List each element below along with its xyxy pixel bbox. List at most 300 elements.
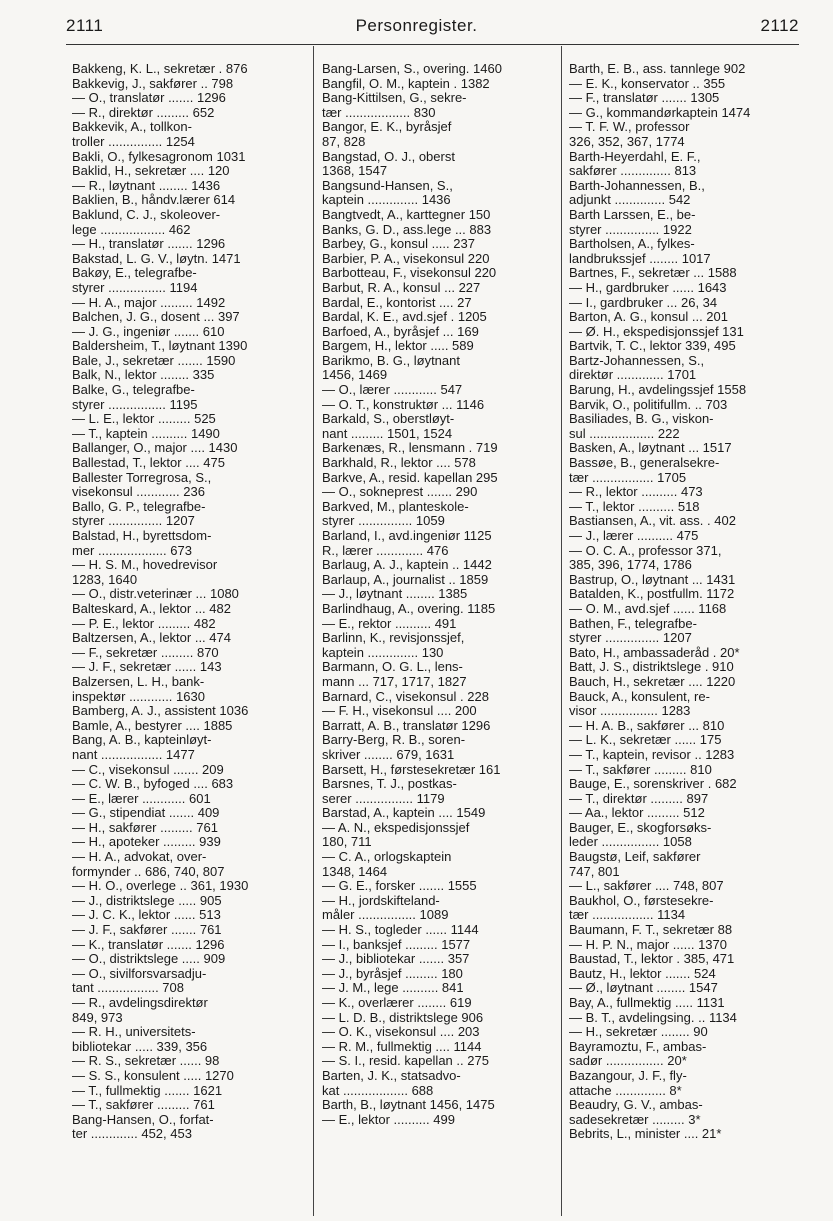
register-entry [569,879,799,894]
entry-line: — H., sekretær ........ 90 [569,1025,708,1040]
register-entry [322,281,552,296]
entry-line: 1283, 1640 [72,572,138,587]
entry-line: sakfører .............. 813 [569,164,697,179]
entry-line: Bakøy, E., telegrafbe- [72,266,197,281]
entry-line: — I., banksjef ......... 1577 [322,937,471,952]
entry-line: — G. E., forsker ....... 1555 [322,879,477,894]
entry-line: — J. C. K., lektor ...... 513 [72,908,221,923]
register-entry [72,164,302,179]
entry-line: — J., løytnant ........ 1385 [322,587,468,602]
entry-line: — J. G., ingeniør ....... 610 [72,324,225,339]
register-entry [72,500,302,529]
entry-line: Batt, J. S., distriktslege . 910 [569,660,734,675]
register-entry [569,179,799,208]
entry-line: Bale, J., sekretær ....... 1590 [72,353,236,368]
entry-line: sadesekretær ......... 3* [569,1112,701,1127]
register-entry [72,296,302,311]
register-entry [569,587,799,602]
entry-line: Barsett, H., førstesekretær 161 [322,762,501,777]
entry-line: — T., sakfører ......... 761 [72,1098,215,1113]
entry-line: Bamle, A., bestyrer .... 1885 [72,718,233,733]
entry-line: Barten, J. K., statsadvo- [322,1068,461,1083]
entry-line: Banks, G. D., ass.lege ... 883 [322,222,492,237]
register-entry [569,719,799,734]
entry-line: Baklund, C. J., skoleover- [72,207,221,222]
register-entry [72,835,302,850]
entry-line: — B. T., avdelingsing. .. 1134 [569,1010,737,1025]
register-entry [569,529,799,544]
register-entry [569,806,799,821]
register-entry [72,938,302,953]
entry-line: Ballester Torregrosa, S., [72,470,212,485]
register-entry [72,383,302,412]
entry-line: — H., sakfører ......... 761 [72,820,218,835]
entry-line: inspektør ............ 1630 [72,689,205,704]
entry-line: Barikmo, B. G., løytnant [322,353,460,368]
register-entry [569,938,799,953]
register-entry [322,821,552,850]
register-entry [72,617,302,632]
entry-line: 385, 396, 1774, 1786 [569,558,692,573]
column-divider [313,46,314,1216]
entry-line: Barkenæs, R., lensmann . 719 [322,441,498,456]
entry-line: Basken, A., løytnant ... 1517 [569,441,732,456]
register-entry [322,1113,552,1128]
entry-line: Barkve, A., resid. kapellan 295 [322,470,498,485]
register-entry [569,850,799,879]
register-entry [569,1011,799,1026]
entry-line: Bay, A., fullmektig ..... 1131 [569,996,725,1010]
register-entry [72,456,302,471]
register-entry [569,646,799,661]
register-entry [72,923,302,938]
register-entry [569,412,799,441]
entry-line: Bang-Kittilsen, G., sekre- [322,91,467,106]
register-entry [322,777,552,806]
entry-line: — C., visekonsul ....... 209 [72,762,224,777]
register-entry [322,617,552,632]
entry-line: Balstad, H., byrettsdom- [72,529,212,543]
register-entry [322,690,552,705]
register-entry [569,777,799,792]
register-entry [569,617,799,646]
entry-line: Bayramoztu, F., ambas- [569,1039,707,1054]
register-entry [569,441,799,456]
register-entry [569,266,799,281]
register-entry [72,252,302,267]
entry-line: Bang-Hansen, O., forfat- [72,1112,214,1127]
entry-line: Bakstad, L. G. V., løytn. 1471 [72,251,241,266]
register-entry [322,120,552,149]
entry-line: Bathen, F., telegrafbe- [569,616,697,631]
entry-line: Bassøe, B., generalsekre- [569,456,720,471]
register-entry [322,62,552,77]
entry-line: Bamberg, A. J., assistent 1036 [72,704,249,719]
register-entry [569,952,799,967]
entry-line: Barkald, S., oberstløyt- [322,412,455,427]
entry-line: tær ................. 1705 [569,470,687,485]
register-entry [569,573,799,588]
entry-line: styrer ............... 1922 [569,222,692,237]
entry-line: Bangsund-Hansen, S., [322,178,453,193]
entry-line: — F., sekretær ......... 870 [72,645,219,660]
entry-line: Bang-Larsen, S., overing. 1460 [322,62,502,76]
entry-line: formynder .. 686, 740, 807 [72,864,225,879]
entry-line: direktør ............. 1701 [569,368,697,383]
register-entry [72,208,302,237]
register-entry [569,310,799,325]
register-entry [322,1098,552,1113]
register-entry [322,879,552,894]
entry-line: styrer ............... 1207 [569,631,692,646]
entry-line: styrer ............... 1059 [322,514,445,529]
register-entry [72,908,302,923]
entry-line: Balchen, J. G., dosent ... 397 [72,310,240,325]
entry-line: leder ................ 1058 [569,835,692,850]
entry-line: — T., direktør ......... 897 [569,791,709,806]
entry-line: Barland, I., avd.ingeniør 1125 [322,529,492,543]
register-entry [322,631,552,660]
entry-line: 849, 973 [72,1010,123,1025]
entry-line: — F., translatør ....... 1305 [569,91,720,106]
entry-line: Bato, H., ambassaderåd . 20* [569,645,740,660]
entry-line: Barth-Heyerdahl, E. F., [569,149,701,164]
register-entry [569,354,799,383]
register-entry [72,879,302,894]
entry-line: — E., rektor .......... 491 [322,616,457,631]
register-column-3 [569,62,799,1142]
entry-line: Bardal, E., kontorist .... 27 [322,295,472,310]
register-entry [72,1054,302,1069]
register-entry [322,485,552,500]
entry-line: — L. K., sekretær ...... 175 [569,733,722,748]
entry-line: Ballanger, O., major .... 1430 [72,441,238,456]
register-entry [72,1098,302,1113]
entry-line: Bartholsen, A., fylkes- [569,237,695,252]
entry-line: Bauck, A., konsulent, re- [569,689,710,704]
entry-line: — H. A., major ......... 1492 [72,295,226,310]
entry-line: tant ................. 708 [72,981,184,996]
entry-line: attache .............. 8* [569,1083,682,1098]
register-entry [322,223,552,238]
register-entry [322,558,552,573]
register-entry [322,733,552,762]
entry-line: mann ... 717, 1717, 1827 [322,674,467,689]
entry-line: R., lærer ............. 476 [322,543,449,558]
register-entry [569,1098,799,1127]
entry-line: — R. M., fullmektig .... 1144 [322,1039,482,1054]
entry-line: — H., jordskifteland- [322,893,440,908]
entry-line: landbrukssjef ........ 1017 [569,251,711,266]
entry-line: Bebrits, L., minister .... 21* [569,1127,722,1142]
register-entry [569,690,799,719]
entry-line: — H., apoteker ......... 939 [72,835,221,850]
entry-line: Barkhald, R., lektor .... 578 [322,456,476,471]
entry-line: tær ................. 1134 [569,908,686,923]
entry-line: Baumann, F. T., sekretær 88 [569,923,733,938]
register-entry [322,441,552,456]
register-entry [72,646,302,661]
entry-line: — O. C. A., professor 371, [569,543,722,558]
entry-line: Ballo, G. P., telegrafbe- [72,499,206,514]
entry-line: styrer ............... 1207 [72,514,195,529]
entry-line: — L., sakfører .... 748, 807 [569,879,724,894]
register-entry [322,339,552,354]
register-entry [322,660,552,689]
entry-line: Bangtvedt, A., karttegner 150 [322,207,491,222]
register-entry [72,441,302,456]
entry-line: måler ................ 1089 [322,908,449,923]
register-entry [72,806,302,821]
register-entry [322,602,552,617]
register-entry [72,237,302,252]
entry-line: 326, 352, 367, 1774 [569,134,685,149]
entry-line: — T., kaptein, revisor .. 1283 [569,747,735,762]
register-entry [569,748,799,763]
register-entry [322,412,552,441]
entry-line: — Ø., løytnant ........ 1547 [569,981,718,996]
entry-line: Barbey, G., konsul ..... 237 [322,237,475,252]
register-entry [322,1069,552,1098]
entry-line: — H. S. M., hovedrevisor [72,558,218,573]
register-entry [569,106,799,121]
entry-line: — P. E., lektor ......... 482 [72,616,216,631]
entry-line: Ballestad, T., lektor .... 475 [72,456,225,471]
register-entry [569,485,799,500]
register-entry [322,398,552,413]
register-entry [322,1040,552,1055]
register-column-2 [322,62,552,1127]
register-entry [569,1127,799,1142]
entry-line: — H. O., overlege .. 361, 1930 [72,879,249,894]
entry-line: — J., bibliotekar ....... 357 [322,952,470,967]
register-entry [72,339,302,354]
register-entry [72,587,302,602]
register-entry [569,456,799,485]
register-entry [322,325,552,340]
entry-line: adjunkt .............. 542 [569,193,691,208]
entry-line: Balk, N., lektor ........ 335 [72,368,215,383]
register-entry [72,733,302,762]
register-entry [569,120,799,149]
entry-line: Balke, G., telegrafbe- [72,383,195,398]
register-entry [569,91,799,106]
register-entry [72,777,302,792]
register-entry [72,193,302,208]
entry-line: — R. S., sekretær ...... 98 [72,1054,220,1069]
register-entry [72,471,302,500]
entry-line: Baklien, B., håndv.lærer 614 [72,193,236,208]
entry-line: Barlindhaug, A., overing. 1185 [322,601,496,616]
register-entry [322,967,552,982]
entry-line: Bakkeng, K. L., sekretær . 876 [72,62,248,76]
entry-line: Bakkevig, J., sakfører .. 798 [72,76,234,91]
register-entry [569,660,799,675]
entry-line: — C. W. B., byfoged .... 683 [72,777,234,792]
entry-line: nant ......... 1501, 1524 [322,426,453,441]
entry-line: Bastiansen, A., vit. ass. . 402 [569,514,736,529]
entry-line: — J. M., lege .......... 841 [322,981,464,996]
register-entry [72,150,302,165]
entry-line: — R., lektor .......... 473 [569,485,703,500]
entry-line: mer ................... 673 [72,543,192,558]
entry-line: — K., translatør ....... 1296 [72,937,225,952]
entry-line: Balteskard, A., lektor ... 482 [72,601,231,616]
entry-line: — O., distr.veterinær ... 1080 [72,587,239,602]
register-entry [322,237,552,252]
entry-line: Barbotteau, F., visekonsul 220 [322,266,497,281]
entry-line: 747, 801 [569,864,620,879]
entry-line: serer ................ 1179 [322,791,445,806]
entry-line: Baldersheim, T., løytnant 1390 [72,339,248,354]
entry-line: Baustad, T., lektor . 385, 471 [569,952,735,967]
register-entry [72,894,302,909]
entry-line: — R., direktør ......... 652 [72,105,215,120]
entry-line: Beaudry, G. V., ambas- [569,1098,703,1113]
entry-line: — L. E., lektor ......... 525 [72,412,216,427]
entry-line: Bauch, H., sekretær .... 1220 [569,674,736,689]
entry-line: Barth, E. B., ass. tannlege 902 [569,62,746,76]
entry-line: — J. F., sekretær ...... 143 [72,660,222,675]
register-entry [322,850,552,879]
entry-line: — O., sokneprest ....... 290 [322,485,478,500]
register-entry [569,894,799,923]
entry-line: Baklid, H., sekretær .... 120 [72,164,230,179]
register-entry [322,529,552,544]
entry-line: — T., fullmektig ....... 1621 [72,1083,223,1098]
entry-line: — O., sivilforsvarsadju- [72,966,207,981]
entry-line: — O. M., avd.sjef ...... 1168 [569,601,727,616]
entry-line: Barth Larssen, E., be- [569,207,696,222]
entry-line: — H., translatør ....... 1296 [72,237,226,252]
entry-line: Barsnes, T. J., postkas- [322,777,457,792]
register-entry [72,821,302,836]
register-entry [322,1025,552,1040]
entry-line: sul .................. 222 [569,426,680,441]
register-entry [569,281,799,296]
entry-line: Barvik, O., politifullm. .. 703 [569,397,728,412]
entry-line: Bauge, E., sorenskriver . 682 [569,777,737,792]
entry-line: — R., avdelingsdirektør [72,996,208,1010]
register-entry [569,675,799,690]
register-entry [569,383,799,398]
register-entry [322,471,552,486]
register-entry [569,967,799,982]
register-entry [72,704,302,719]
entry-line: — R., løytnant ........ 1436 [72,178,221,193]
entry-line: visekonsul ............ 236 [72,485,205,500]
entry-line: ter ............. 452, 453 [72,1127,192,1142]
register-entry [72,120,302,149]
entry-line: Bartz-Johannessen, S., [569,353,705,368]
entry-line: Bangor, E. K., byråsjef [322,120,452,135]
register-entry [322,296,552,311]
entry-line: — O. T., konstruktør ... 1146 [322,397,485,412]
register-entry [322,938,552,953]
register-entry [72,631,302,646]
entry-line: — H. S., togleder ...... 1144 [322,923,479,938]
register-entry [569,996,799,1011]
register-entry [322,500,552,529]
column-divider [561,46,562,1216]
entry-line: tær .................. 830 [322,105,436,120]
entry-line: Barstad, A., kaptein .... 1549 [322,806,486,821]
entry-line: — R. H., universitets- [72,1025,196,1040]
entry-line: 1348, 1464 [322,864,388,879]
entry-line: — L. D. B., distriktslege 906 [322,1010,484,1025]
register-entry [569,733,799,748]
register-entry [72,179,302,194]
entry-line: — G., kommandørkaptein 1474 [569,105,751,120]
register-entry [322,179,552,208]
entry-line: — J., byråsjef ......... 180 [322,966,463,981]
entry-line: — T. F. W., professor [569,120,690,135]
entry-line: Basiliades, B. G., viskon- [569,412,714,427]
register-entry [72,412,302,427]
entry-line: Baltzersen, A., lektor ... 474 [72,631,231,646]
entry-line: — A. N., ekspedisjonssjef [322,820,470,835]
register-entry [72,792,302,807]
entry-line: — E., lærer ............ 601 [72,791,211,806]
entry-line: — O., lærer ............ 547 [322,383,463,398]
entry-line: — J., lærer .......... 475 [569,529,699,543]
entry-line: — H., gardbruker ...... 1643 [569,280,727,295]
entry-line: — I., gardbruker ... 26, 34 [569,295,718,310]
register-entry [322,266,552,281]
entry-line: Bastrup, O., løytnant ... 1431 [569,572,736,587]
register-entry [72,325,302,340]
register-entry [72,996,302,1025]
register-entry [72,675,302,704]
entry-line: Bauger, E., skogforsøks- [569,820,712,835]
entry-line: — H. A. B., sakfører ... 810 [569,718,725,733]
register-entry [72,106,302,121]
register-entry [322,1011,552,1026]
entry-line: — K., overlærer ........ 619 [322,996,472,1010]
entry-line: Bartvik, T. C., lektor 339, 495 [569,339,736,354]
entry-line: kaptein .............. 1436 [322,193,451,208]
register-entry [322,456,552,471]
entry-line: — C. A., orlogskaptein [322,850,452,865]
entry-line: Bakli, O., fylkesagronom 1031 [72,149,246,164]
entry-line: Balzersen, L. H., bank- [72,674,205,689]
entry-line: — J., distriktslege ..... 905 [72,893,222,908]
entry-line: Barung, H., avdelingssjef 1558 [569,383,747,398]
entry-line: Barkved, M., planteskole- [322,499,469,514]
entry-line: Bang, A. B., kapteinløyt- [72,733,212,748]
entry-line: Barratt, A. B., translatør 1296 [322,718,491,733]
entry-line: kat .................. 688 [322,1083,434,1098]
register-entry [322,894,552,923]
entry-line: — Aa., lektor ......... 512 [569,806,705,821]
entry-line: Bardal, K. E., avd.sjef . 1205 [322,310,487,325]
register-entry [322,573,552,588]
entry-line: Barbier, P. A., visekonsul 220 [322,251,490,266]
register-entry [569,981,799,996]
register-entry [72,91,302,106]
entry-line: nant ................. 1477 [72,747,195,762]
entry-line: Barlaug, A. J., kaptein .. 1442 [322,558,492,573]
entry-line: Baugstø, Leif, sakfører [569,850,701,865]
entry-line: Bazangour, J. F., fly- [569,1068,687,1083]
entry-line: — J. F., sakfører ....... 761 [72,923,222,938]
register-entry [322,77,552,92]
register-entry [569,923,799,938]
entry-line: Barlinn, K., revisjonssjef, [322,631,465,646]
register-entry [569,602,799,617]
entry-line: Barbut, R. A., konsul ... 227 [322,280,481,295]
entry-line: Bangstad, O. J., oberst [322,149,455,164]
